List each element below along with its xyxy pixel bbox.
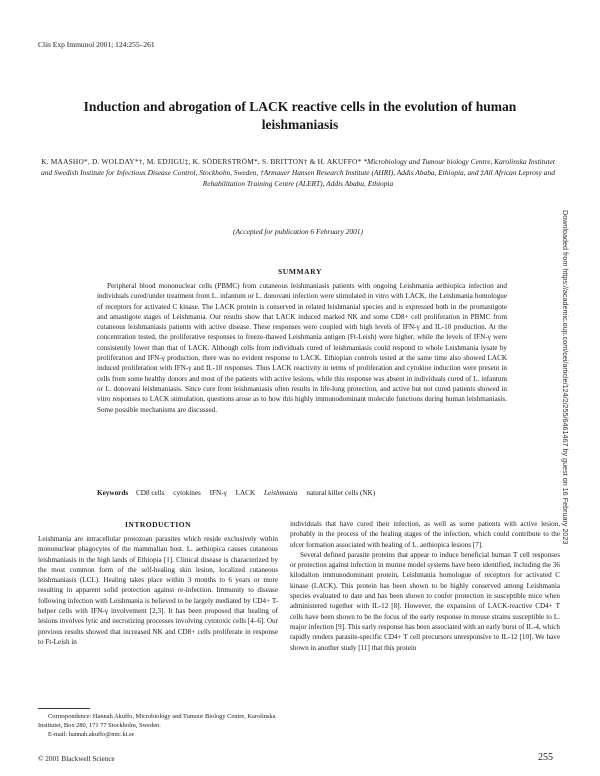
keyword: Leishmania [263,489,298,497]
introduction-heading: INTRODUCTION [124,520,191,529]
introduction-paragraph: Several defined parasite proteins that appear to induce beneficial human T cell responses or protection against infection in murine model systems have been identified, including the 36 kilodalton immunodominant protein, Leishmania homologue of receptors for activated C kinase (LACK). This protein has been shown to be highly conserved among Leishmania species evaluated to date and has been shown to confer protection in susceptible mice when administered together with IL-12 [8]. However, the expansion of LACK-reactive CD4+ T cells have been shown to be the focus of the early response in mouse strains susceptible to L. major infection [9]. This early response has been associated with an early burst of IL-4, which rapidly renders parasite-specific CD4+ T cell precursors unresponsive to IL-12 [10]. We have shown in another study [11] that this protein [290,550,560,652]
introduction-right-column [290,519,560,653]
article-title: Induction and abrogation of LACK reactive cells in the evolution of human leishmaniasis [83,99,517,132]
keyword: IFN-γ [209,489,227,497]
acceptance-note: (Accepted for publication 6 February 2001) [233,227,363,236]
keyword: natural killer cells (NK) [306,489,376,497]
introduction-paragraph: Leishmania are intracellular protozoan parasites which reside exclusively within mononuclear phagocytes of the mammalian host. L. aethiopica causes cutaneous leishmaniasis in the high lands of Ethiopia [1]. Clinical disease is characterized by the most common form of the self-healing skin lesion, localized cutaneous leishmaniasis (LCL). Healing takes place within 3 months to 6 years or more resulting in apparent solid protection against re-infection. Immunity to disease following infection with Leishmania is believed to be largely mediated by CD4+ T-helper cells with IFN-γ involvement [2,3]. It has been proposed that healing of lesions involves lytic and necrotizing processes involving cytotoxic cells [4–6]. Our previous results showed that increased NK and CD8+ cells proliferate in response to Ft-Leish in [38,535,278,646]
introduction-paragraph: individuals that have cured their infection, as well as some patients with active lesion, probably in the process of the healing stages of the infection, which could contribute to the ulcer formation associated with healing of L. aethiopica lesions [7]. [290,520,560,549]
keyword: LACK [235,489,256,497]
footnote-divider [38,708,90,709]
keyword: cytokines [173,489,201,497]
keyword: CD8 cells [135,489,165,497]
download-watermark: Downloaded from https://academic.oup.com/cei/article/124/2/255/6461467 by guest on 16 February 2023 [561,210,570,545]
author-block [38,156,558,189]
copyright-notice: © 2001 Blackwell Science [38,755,115,763]
author-names: K. MAASHO*, D. WOLDAY*†, M. EDJIGU‡, K. SÖDERSTRÖM*, S. BRITTON† & H. AKUFFO* [41,157,362,166]
correspondence-email: E-mail: hannah.akuffo@mtc.ki.se [48,731,135,738]
summary-heading: SUMMARY [278,267,322,276]
introduction-left-column [38,534,278,647]
correspondence-address: Correspondence: Hannah Akuffo, Microbiology and Tumour Biology Centre, Karolinska Institutet, Box 280, 171 77 Stockholm, Sweden. [38,713,276,729]
keywords-label: Keywords [97,489,129,497]
page-number: 255 [538,752,553,763]
journal-reference: Clin Exp Immunol 2001; 124:255–261 [38,40,155,49]
correspondence-note [38,712,278,739]
author-affiliations: *Microbiology and Tumour biology Centre, Karolinska Institutet and Swedish Institute for Infectious Disease Control, Stockholm, Sweden, †Armauer Hansen Research Institute (AHRI), Addis Ababa, Ethiopia, and ‡All African Leprosy and Rehabilitation Training Centre (ALERT), Addis Ababa, Ethiopia [41,157,555,188]
summary-text: Peripheral blood mononuclear cells (PBMC) from cutaneous leishmaniasis patients with ongoing Leishmania aethiopica infection and individuals cured/under treatment from L. infantum or L. donovani infection were stimulated in vitro with LACK, the Leishmania homologue of receptors for activated C kinase. The LACK protein is conserved in related leishmanial species and is expressed both in the promastigote and amastigote stages of Leishmania. Our results show that LACK induced marked NK and some CD8+ cell proliferation in PBMC from cutaneous leishmaniasis patients with active disease. These responses were coupled with high levels of IFN-γ and IL-10 production. At the concentration tested, the proliferative responses to freeze-thawed Leishmania antigen (Ft-Leish) were higher, while the levels of IFN-γ were consistently lower than that of LACK. Although cells from individuals cured of leishmaniasis could respond to whole Leishmania lysate by proliferation and IFN-γ production, there was no evident response to LACK. Ethiopian controls tested at the same time also showed LACK induced proliferation with IFN-γ and IL-10 responses. Thus LACK reactivity in terms of proliferation and cytokine induction were present in cells from some healthy donors and most of the patients with active lesions, while this response was absent in individuals cured of L. infantum or L. donovani leishmaniasis. Since cure from leishmaniasis often results in life-long protection, and active but not cured patients showed in vitro responses to LACK stimulation, questions arose as to how this highly immunodominant molecule functions during human leishmaniasis. Some possible mechanisms are discussed. [97,282,507,414]
keywords-line [97,489,507,497]
